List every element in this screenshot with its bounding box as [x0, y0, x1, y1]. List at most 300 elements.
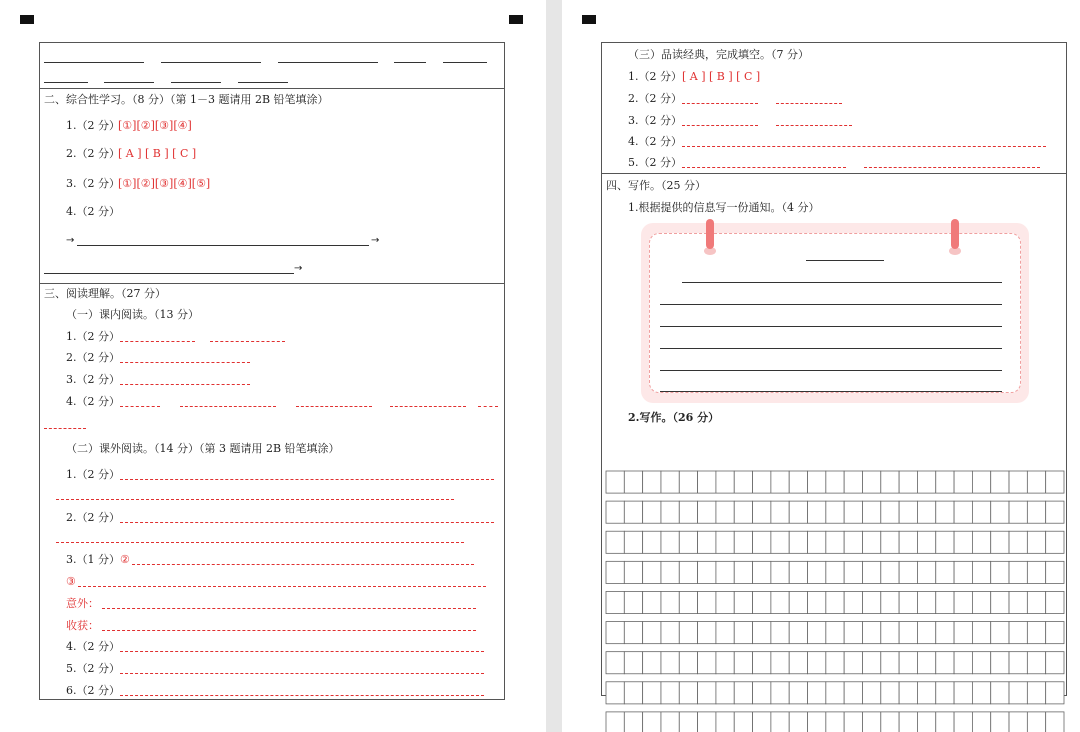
- grid-cell: [789, 652, 807, 674]
- grid-cell: [643, 712, 661, 732]
- grid-cell: [881, 471, 899, 493]
- grid-cell: [991, 561, 1009, 583]
- grid-cell: [881, 682, 899, 704]
- answer-dash[interactable]: [864, 167, 1040, 168]
- grid-cell: [1027, 652, 1045, 674]
- grid-cell: [771, 712, 789, 732]
- grid-cell: [698, 471, 716, 493]
- grid-cell: [844, 652, 862, 674]
- answer-dash[interactable]: [682, 125, 758, 126]
- s2-q3-label: 3.（2 分）: [66, 177, 120, 190]
- grid-cell: [1009, 471, 1027, 493]
- grid-cell: [899, 712, 917, 732]
- grid-cell: [1046, 712, 1064, 732]
- answer-dash[interactable]: [56, 542, 464, 543]
- grid-cell: [826, 591, 844, 613]
- composition-grid-svg: [602, 468, 1068, 732]
- grid-cell: [808, 682, 826, 704]
- arrow-icon: →: [371, 235, 380, 246]
- grid-cell: [1009, 622, 1027, 644]
- answer-dash[interactable]: [682, 167, 846, 168]
- grid-cell: [643, 531, 661, 553]
- grid-cell: [808, 501, 826, 523]
- grid-cell: [624, 652, 642, 674]
- registration-mark: [582, 15, 596, 24]
- grid-cell: [661, 682, 679, 704]
- grid-cell: [698, 531, 716, 553]
- answer-dash[interactable]: [120, 384, 250, 385]
- grid-cell: [643, 652, 661, 674]
- grid-cell: [661, 712, 679, 732]
- answer-line: [44, 273, 294, 274]
- grid-cell: [624, 591, 642, 613]
- grid-cell: [862, 712, 880, 732]
- answer-dash[interactable]: [78, 586, 486, 587]
- grid-cell: [991, 712, 1009, 732]
- grid-cell: [991, 501, 1009, 523]
- grid-cell: [643, 561, 661, 583]
- answer-dash[interactable]: [478, 406, 498, 407]
- grid-row: [606, 712, 1064, 732]
- grid-cell: [917, 652, 935, 674]
- grid-cell: [972, 561, 990, 583]
- grid-cell: [661, 531, 679, 553]
- grid-cell: [936, 501, 954, 523]
- section-divider: [602, 173, 1066, 174]
- grid-cell: [899, 591, 917, 613]
- grid-cell: [936, 712, 954, 732]
- grid-cell: [679, 591, 697, 613]
- answer-dash[interactable]: [120, 651, 484, 652]
- grid-cell: [734, 712, 752, 732]
- s4-q1-label: 1.根据提供的信息写一份通知。（4 分）: [628, 201, 820, 214]
- answer-dash[interactable]: [210, 341, 285, 342]
- grid-cell: [991, 682, 1009, 704]
- grid-cell: [753, 682, 771, 704]
- grid-cell: [881, 622, 899, 644]
- grid-cell: [606, 591, 624, 613]
- grid-cell: [606, 682, 624, 704]
- grid-cell: [753, 712, 771, 732]
- s2-q2-label: 2.（2 分）: [66, 147, 120, 160]
- s2-q3-options[interactable]: [①][②][③][④][⑤]: [118, 177, 211, 190]
- grid-cell: [753, 652, 771, 674]
- grid-cell: [972, 591, 990, 613]
- grid-cell: [679, 531, 697, 553]
- grid-cell: [936, 591, 954, 613]
- registration-mark: [20, 15, 34, 24]
- answer-sheet-page-right: [562, 0, 1080, 732]
- grid-cell: [826, 531, 844, 553]
- grid-cell: [954, 561, 972, 583]
- grid-cell: [1027, 561, 1045, 583]
- grid-cell: [844, 531, 862, 553]
- grid-cell: [954, 531, 972, 553]
- grid-cell: [716, 561, 734, 583]
- answer-dash[interactable]: [120, 522, 494, 523]
- grid-cell: [716, 622, 734, 644]
- answer-dash[interactable]: [102, 608, 476, 609]
- grid-cell: [1046, 622, 1064, 644]
- grid-cell: [606, 471, 624, 493]
- s3p1-q2-label: 2.（2 分）: [66, 351, 120, 364]
- answer-line: [171, 82, 221, 83]
- grid-cell: [972, 712, 990, 732]
- grid-cell: [753, 561, 771, 583]
- grid-cell: [917, 471, 935, 493]
- grid-cell: [789, 561, 807, 583]
- grid-cell: [771, 682, 789, 704]
- grid-cell: [716, 652, 734, 674]
- grid-cell: [716, 501, 734, 523]
- grid-cell: [808, 531, 826, 553]
- grid-cell: [789, 622, 807, 644]
- grid-cell: [972, 471, 990, 493]
- grid-cell: [936, 561, 954, 583]
- grid-cell: [716, 712, 734, 732]
- s3p2-q5-label: 5.（2 分）: [66, 662, 120, 675]
- notice-line: [660, 326, 1002, 327]
- grid-cell: [1009, 712, 1027, 732]
- grid-cell: [844, 471, 862, 493]
- answer-dash[interactable]: [682, 103, 758, 104]
- arrow-icon: →: [294, 263, 303, 274]
- grid-cell: [679, 501, 697, 523]
- answer-dash[interactable]: [296, 406, 372, 407]
- grid-cell: [661, 561, 679, 583]
- grid-cell: [771, 622, 789, 644]
- grid-cell: [1009, 561, 1027, 583]
- answer-line: [44, 82, 88, 83]
- answer-line: [161, 62, 261, 63]
- grid-cell: [661, 591, 679, 613]
- notice-line: [660, 391, 1002, 392]
- grid-cell: [789, 471, 807, 493]
- s3p2-q2-label: 2.（2 分）: [66, 511, 120, 524]
- grid-cell: [899, 501, 917, 523]
- grid-cell: [991, 622, 1009, 644]
- grid-cell: [881, 652, 899, 674]
- notice-line: [660, 348, 1002, 349]
- answer-dash[interactable]: [56, 499, 454, 500]
- grid-cell: [991, 531, 1009, 553]
- answer-dash[interactable]: [44, 428, 86, 429]
- grid-cell: [826, 712, 844, 732]
- grid-cell: [1046, 471, 1064, 493]
- grid-cell: [753, 501, 771, 523]
- grid-cell: [936, 471, 954, 493]
- s2-q2-options[interactable]: [ A ] [ B ] [ C ]: [118, 147, 197, 160]
- grid-cell: [643, 501, 661, 523]
- grid-cell: [1046, 501, 1064, 523]
- grid-cell: [661, 622, 679, 644]
- grid-cell: [899, 652, 917, 674]
- grid-cell: [716, 471, 734, 493]
- grid-cell: [1027, 471, 1045, 493]
- grid-cell: [698, 652, 716, 674]
- grid-cell: [606, 652, 624, 674]
- pin-icon: [706, 219, 714, 249]
- section3-title: 三、阅读理解。（27 分）: [44, 287, 166, 300]
- grid-cell: [661, 471, 679, 493]
- grid-cell: [826, 652, 844, 674]
- grid-cell: [991, 591, 1009, 613]
- grid-cell: [899, 531, 917, 553]
- grid-cell: [808, 712, 826, 732]
- grid-cell: [991, 471, 1009, 493]
- grid-cell: [899, 622, 917, 644]
- answer-dash[interactable]: [120, 362, 250, 363]
- grid-cell: [624, 471, 642, 493]
- grid-cell: [862, 561, 880, 583]
- s3p2-q1-label: 1.（2 分）: [66, 468, 120, 481]
- grid-cell: [844, 622, 862, 644]
- s3-part2-title: （二）课外阅读。（14 分）（第 3 题请用 2B 铅笔填涂）: [66, 442, 340, 455]
- section4-title: 四、写作。（25 分）: [606, 179, 706, 192]
- grid-cell: [954, 682, 972, 704]
- grid-cell: [643, 682, 661, 704]
- grid-cell: [917, 682, 935, 704]
- grid-cell: [1046, 561, 1064, 583]
- grid-cell: [881, 712, 899, 732]
- grid-cell: [844, 561, 862, 583]
- grid-cell: [954, 712, 972, 732]
- answer-dash[interactable]: [120, 695, 484, 696]
- grid-cell: [808, 652, 826, 674]
- s3p2-q3-label: 3.（1 分）: [66, 553, 120, 566]
- answer-line: [278, 62, 378, 63]
- grid-cell: [753, 622, 771, 644]
- grid-cell: [844, 712, 862, 732]
- s3-part3-title: （三）品读经典，完成填空。（7 分）: [628, 48, 809, 61]
- grid-cell: [624, 622, 642, 644]
- answer-dash[interactable]: [132, 564, 474, 565]
- grid-cell: [624, 712, 642, 732]
- grid-cell: [1009, 501, 1027, 523]
- left-answer-frame: [39, 42, 505, 700]
- answer-line: [104, 82, 154, 83]
- grid-cell: [771, 561, 789, 583]
- grid-cell: [789, 682, 807, 704]
- grid-cell: [917, 531, 935, 553]
- grid-cell: [862, 591, 880, 613]
- grid-cell: [771, 531, 789, 553]
- grid-cell: [771, 652, 789, 674]
- section-divider: [40, 88, 504, 89]
- s4-q2-label: 2.写作。（26 分）: [628, 411, 720, 424]
- grid-cell: [972, 622, 990, 644]
- grid-cell: [753, 591, 771, 613]
- grid-cell: [734, 682, 752, 704]
- grid-cell: [808, 471, 826, 493]
- s3p1-q1-label: 1.（2 分）: [66, 330, 120, 343]
- answer-line: [394, 62, 426, 63]
- grid-cell: [1027, 531, 1045, 553]
- grid-cell: [808, 622, 826, 644]
- answer-line: [238, 82, 288, 83]
- grid-cell: [679, 622, 697, 644]
- grid-cell: [789, 712, 807, 732]
- grid-cell: [734, 531, 752, 553]
- s3p2-q4-label: 4.（2 分）: [66, 640, 120, 653]
- grid-cell: [698, 622, 716, 644]
- grid-row: [606, 531, 1064, 553]
- grid-cell: [881, 501, 899, 523]
- grid-row: [606, 652, 1064, 674]
- notice-line: [682, 282, 1002, 283]
- grid-cell: [643, 471, 661, 493]
- grid-cell: [698, 561, 716, 583]
- grid-cell: [1046, 652, 1064, 674]
- grid-cell: [881, 591, 899, 613]
- grid-cell: [734, 622, 752, 644]
- grid-cell: [698, 501, 716, 523]
- grid-cell: [624, 682, 642, 704]
- grid-cell: [936, 531, 954, 553]
- grid-cell: [679, 652, 697, 674]
- grid-cell: [972, 682, 990, 704]
- grid-cell: [606, 561, 624, 583]
- grid-cell: [734, 591, 752, 613]
- s3p3-q1-options[interactable]: [ A ] [ B ] [ C ]: [682, 70, 761, 83]
- grid-cell: [936, 652, 954, 674]
- answer-dash[interactable]: [120, 479, 494, 480]
- grid-cell: [972, 501, 990, 523]
- notice-title-line: [806, 260, 884, 261]
- s3p3-q2-label: 2.（2 分）: [628, 92, 682, 105]
- s2-q1-options[interactable]: [①][②][③][④]: [118, 119, 192, 132]
- grid-cell: [808, 591, 826, 613]
- grid-cell: [1027, 682, 1045, 704]
- grid-cell: [716, 591, 734, 613]
- pin-icon: [951, 219, 959, 249]
- grid-cell: [954, 471, 972, 493]
- grid-cell: [844, 682, 862, 704]
- grid-cell: [991, 652, 1009, 674]
- s3p2-q3-mark3: ③: [66, 575, 76, 588]
- section2-title: 二、综合性学习。（8 分）（第 1－3 题请用 2B 铅笔填涂）: [44, 93, 329, 106]
- s3p1-q3-label: 3.（2 分）: [66, 373, 120, 386]
- grid-cell: [789, 501, 807, 523]
- grid-cell: [789, 591, 807, 613]
- grid-cell: [1027, 622, 1045, 644]
- grid-cell: [679, 471, 697, 493]
- composition-grid[interactable]: [602, 468, 1068, 732]
- grid-cell: [954, 622, 972, 644]
- grid-cell: [753, 531, 771, 553]
- grid-cell: [936, 682, 954, 704]
- grid-cell: [734, 501, 752, 523]
- grid-cell: [1009, 682, 1027, 704]
- answer-dash[interactable]: [776, 103, 842, 104]
- grid-cell: [1009, 652, 1027, 674]
- registration-mark: [509, 15, 523, 24]
- grid-cell: [954, 591, 972, 613]
- answer-dash[interactable]: [776, 125, 852, 126]
- grid-cell: [954, 652, 972, 674]
- grid-cell: [972, 531, 990, 553]
- grid-cell: [698, 712, 716, 732]
- grid-cell: [862, 531, 880, 553]
- answer-dash[interactable]: [120, 406, 160, 407]
- grid-cell: [771, 501, 789, 523]
- grid-cell: [808, 561, 826, 583]
- notice-card-inner: [649, 233, 1021, 393]
- s3p3-q5-label: 5.（2 分）: [628, 156, 682, 169]
- grid-cell: [899, 561, 917, 583]
- answer-dash[interactable]: [102, 630, 476, 631]
- grid-cell: [917, 561, 935, 583]
- s3p2-yiwai-label: 意外：: [66, 597, 99, 610]
- grid-cell: [624, 501, 642, 523]
- grid-cell: [862, 682, 880, 704]
- grid-cell: [606, 531, 624, 553]
- grid-cell: [624, 531, 642, 553]
- s3p1-q4-label: 4.（2 分）: [66, 395, 120, 408]
- grid-row: [606, 471, 1064, 493]
- grid-cell: [1046, 591, 1064, 613]
- grid-cell: [771, 591, 789, 613]
- s3p2-shouhuo-label: 收获：: [66, 619, 99, 632]
- answer-dash[interactable]: [390, 406, 466, 407]
- grid-cell: [1046, 682, 1064, 704]
- s3p3-q4-label: 4.（2 分）: [628, 135, 682, 148]
- answer-line: [77, 245, 369, 246]
- grid-cell: [1027, 501, 1045, 523]
- grid-cell: [917, 622, 935, 644]
- grid-cell: [917, 591, 935, 613]
- grid-cell: [606, 712, 624, 732]
- answer-dash[interactable]: [120, 341, 195, 342]
- grid-cell: [844, 501, 862, 523]
- answer-dash[interactable]: [682, 146, 1046, 147]
- s3-part1-title: （一）课内阅读。（13 分）: [66, 308, 199, 321]
- grid-cell: [899, 471, 917, 493]
- grid-cell: [826, 501, 844, 523]
- grid-cell: [1027, 712, 1045, 732]
- grid-cell: [917, 712, 935, 732]
- grid-cell: [881, 561, 899, 583]
- grid-cell: [624, 561, 642, 583]
- arrow-icon: →: [66, 235, 75, 246]
- grid-cell: [698, 682, 716, 704]
- grid-cell: [826, 471, 844, 493]
- grid-cell: [972, 652, 990, 674]
- grid-cell: [881, 531, 899, 553]
- grid-cell: [698, 591, 716, 613]
- grid-row: [606, 501, 1064, 523]
- grid-cell: [679, 682, 697, 704]
- grid-row: [606, 682, 1064, 704]
- grid-cell: [679, 712, 697, 732]
- grid-cell: [716, 531, 734, 553]
- grid-cell: [734, 561, 752, 583]
- s3p3-q3-label: 3.（2 分）: [628, 114, 682, 127]
- grid-cell: [606, 501, 624, 523]
- grid-cell: [734, 471, 752, 493]
- grid-cell: [862, 471, 880, 493]
- s3p2-q3-mark2: ②: [120, 553, 130, 566]
- answer-line: [44, 62, 144, 63]
- grid-cell: [954, 501, 972, 523]
- grid-cell: [862, 501, 880, 523]
- grid-row: [606, 622, 1064, 644]
- grid-cell: [643, 622, 661, 644]
- grid-cell: [789, 531, 807, 553]
- grid-cell: [1027, 591, 1045, 613]
- answer-dash[interactable]: [180, 406, 276, 407]
- answer-dash[interactable]: [120, 673, 484, 674]
